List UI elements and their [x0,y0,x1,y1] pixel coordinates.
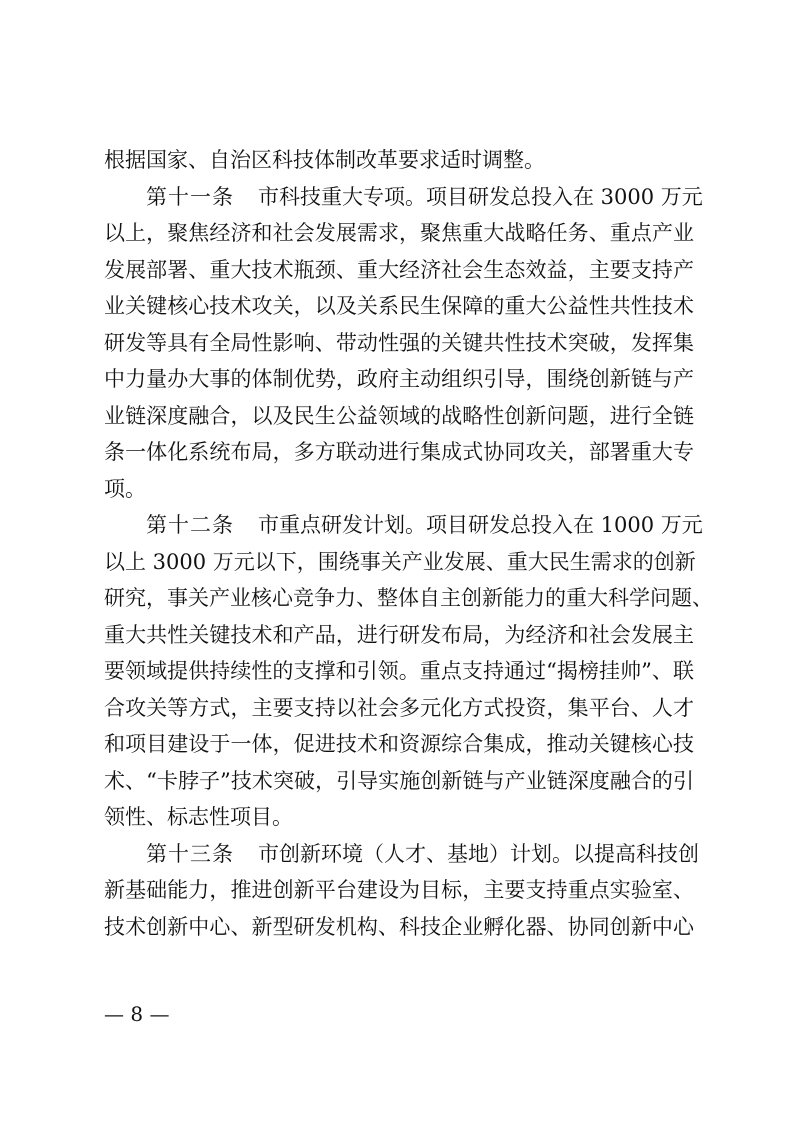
article-11-line: 条一体化系统布局，多方联动进行集成式协同攻关，部署重大专 [104,440,694,464]
article-12-line: 重大共性关键技术和产品，进行研发布局，为经济和社会发展主 [104,622,694,647]
continuation-line: 根据国家、自治区科技体制改革要求适时调整。 [104,148,545,172]
article-11-line: 研发等具有全局性影响、带动性强的关键共性技术突破，发挥集 [104,330,694,355]
article-13-line: 新基础能力，推进创新平台建设为目标，主要支持重点实验室、 [104,878,694,902]
article-12-line: 要领域提供持续性的支撑和引领。重点支持通过“揭榜挂帅”、联 [104,659,694,683]
page-number: — 8 — [104,1002,170,1026]
article-12-line: 研究，事关产业核心竞争力、整体自主创新能力的重大科学问题、 [104,586,713,610]
article-11-line: 业关键核心技术攻关，以及关系民生保障的重大公益性共性技术 [104,294,694,318]
article-11-line: 以上，聚焦经济和社会发展需求，聚焦重大战略任务、重点产业 [104,221,694,245]
article-11-heading: 第十一条 [146,184,234,209]
article-12-line: 合攻关等方式，主要支持以社会多元化方式投资，集平台、人才 [104,695,694,720]
article-11-line: 项。 [104,476,146,501]
article-11-text: 市科技重大专项。项目研发总投入在 3000 万元 [258,184,703,209]
article-13-first-line [104,836,699,873]
article-13-heading: 第十三条 [146,841,234,866]
article-11-line: 中力量办大事的体制优势，政府主动组织引导，围绕创新链与产 [104,367,694,391]
article-12-text: 市重点研发计划。项目研发总投入在 1000 万元 [258,513,703,537]
article-12-first-line [104,507,703,544]
article-12-line: 术、“卡脖子”技术突破，引导实施创新链与产业链深度融合的引 [104,768,694,793]
article-11-line: 业链深度融合，以及民生公益领域的战略性创新问题，进行全链 [104,403,694,428]
article-12-heading: 第十二条 [146,513,234,537]
article-13-text: 市创新环境（人才、基地）计划。以提高科技创 [258,841,699,866]
article-12-line: 领性、标志性项目。 [104,805,293,829]
article-13-line: 技术创新中心、新型研发机构、科技企业孵化器、协同创新中心 [104,914,694,939]
body-text [104,142,713,945]
article-11-line: 发展部署、重大技术瓶颈、重大经济社会生态效益，主要支持产 [104,257,694,282]
article-11-first-line [104,179,703,216]
article-12-line: 和项目建设于一体，促进技术和资源综合集成，推动关键核心技 [104,732,694,756]
article-12-line: 以上 3000 万元以下，围绕事关产业发展、重大民生需求的创新 [104,549,696,574]
